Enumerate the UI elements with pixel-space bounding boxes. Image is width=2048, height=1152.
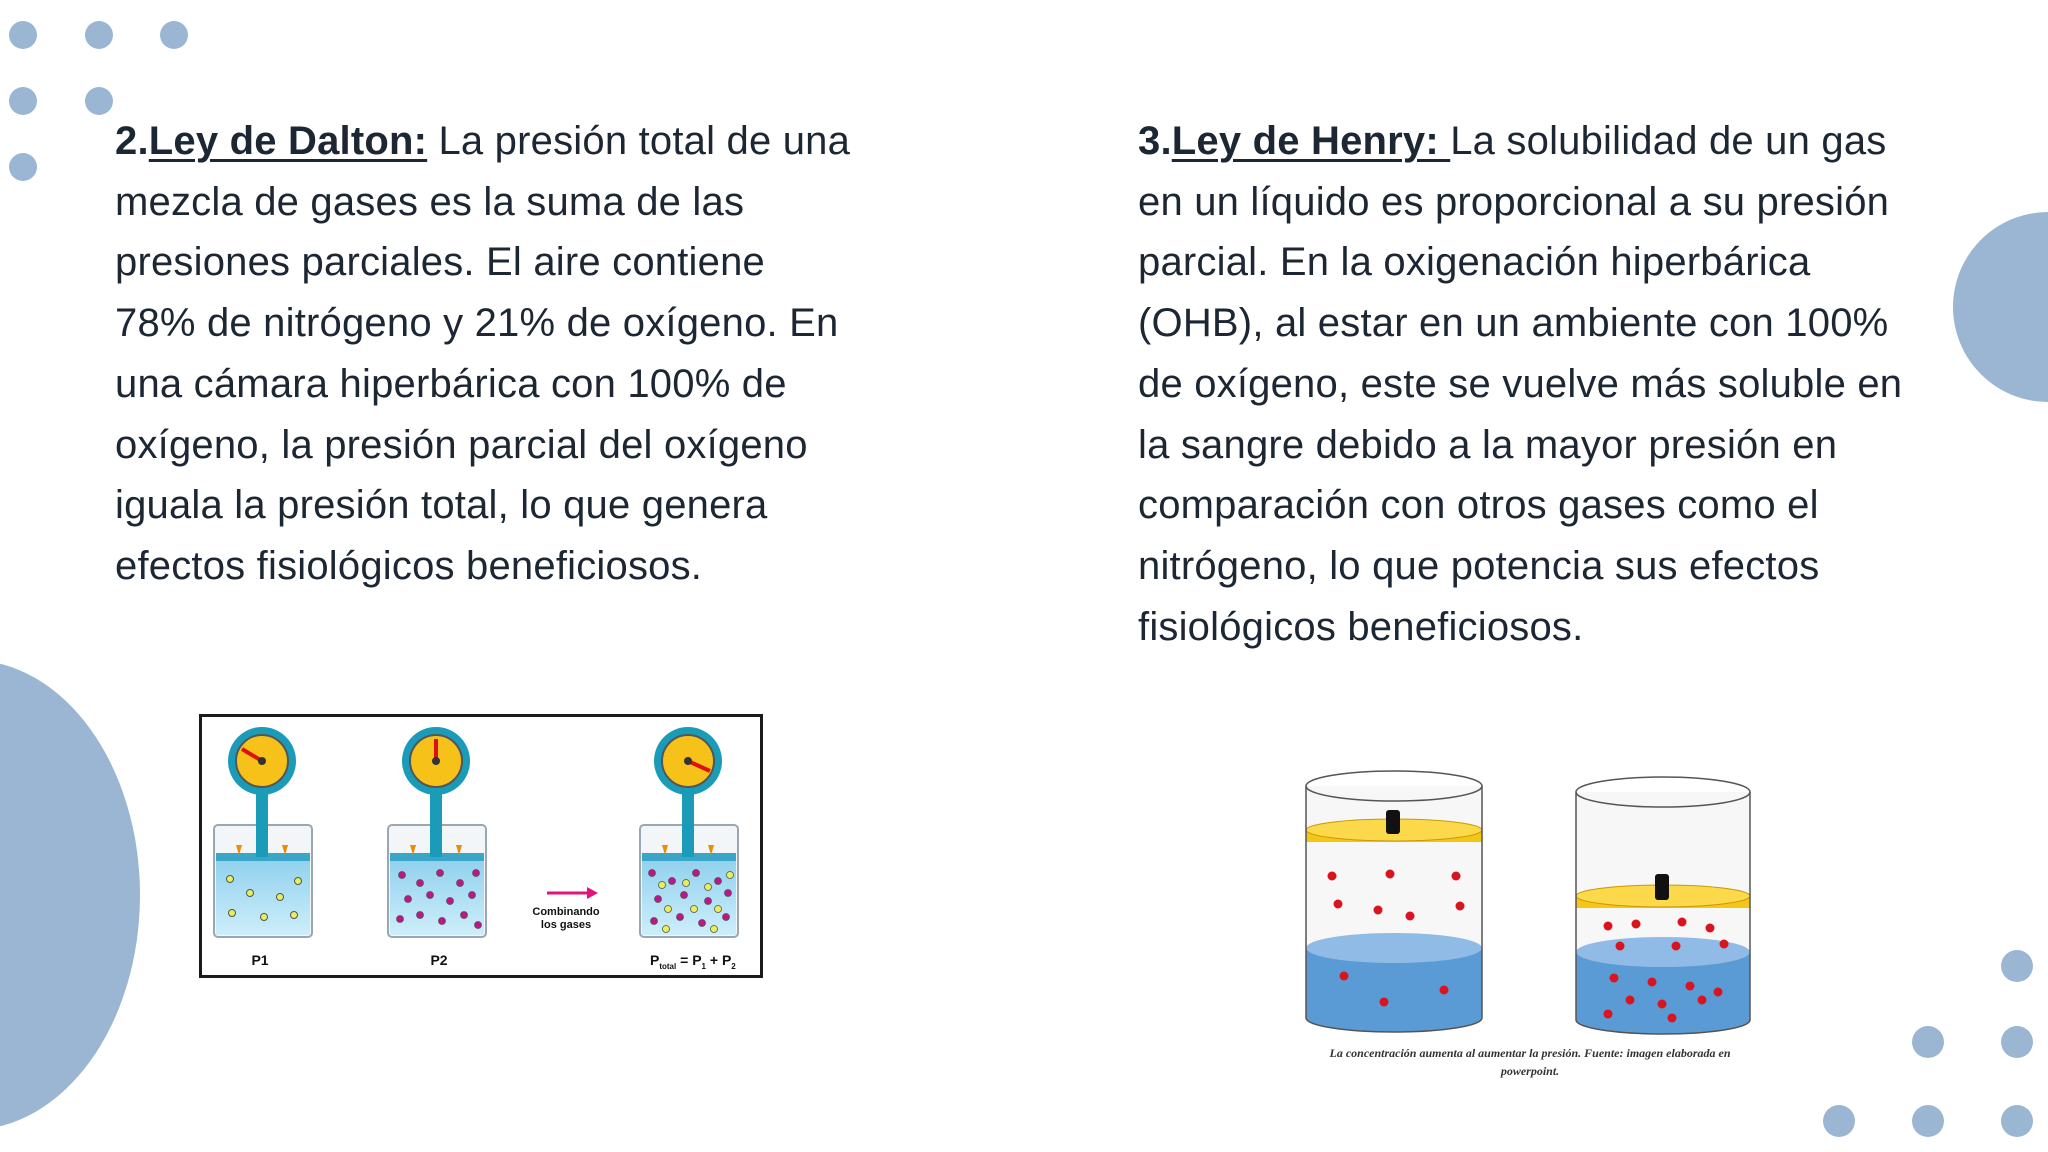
decor-circle-left (0, 660, 140, 1130)
henry-title: Ley de Henry: (1171, 119, 1451, 163)
decor-dot (85, 21, 113, 49)
caption-line-1: La concentración aumenta al aumentar la presión. Fuente: imagen elaborada en (1329, 1046, 1731, 1060)
decor-dot (1912, 1105, 1944, 1137)
beaker-total (640, 727, 738, 937)
caption-line-2: powerpoint. (1500, 1064, 1560, 1078)
dalton-body: La presión total de una mezcla de gases es la suma de las presiones parciales. El aire contiene 78% de nitrógeno y 21% de oxígeno. En una cámara hiperbárica con 100% de oxígeno, la presión parcial del oxígeno iguala la presión total, lo que genera efectos fisiológicos beneficiosos. (115, 119, 851, 588)
combine-arrow-icon (547, 887, 598, 899)
dalton-title: Ley de Dalton: (148, 119, 428, 163)
henry-body: La solubilidad de un gas en un líquido es proporcional a su presión parcial. En la oxigenación hiperbárica (OHB), al estar en un ambiente con 100% de oxígeno, este se vuelve más soluble en la sangre debido a la mayor presión en comparación con otros gases como el nitrógeno, lo que potencia sus efectos fisiológicos beneficiosos. (1138, 119, 1903, 649)
cylinder-high-pressure (1576, 777, 1750, 1034)
dalton-illustration (199, 714, 763, 978)
label-p1: P1 (251, 952, 269, 968)
decor-dot (1912, 1026, 1944, 1058)
henry-illustration (1290, 760, 1770, 1090)
decor-dot (2001, 950, 2033, 982)
decor-dot (2001, 1026, 2033, 1058)
decor-dot (160, 21, 188, 49)
arrow-label-line1: Combinando (532, 906, 600, 918)
cylinder-low-pressure (1306, 771, 1482, 1032)
dalton-diagram (202, 717, 760, 975)
arrow-label-line2: los gases (540, 919, 592, 931)
decor-dot (9, 153, 37, 181)
beaker-p1 (214, 727, 312, 937)
henry-figure-caption (1300, 1044, 1760, 1080)
decor-dot (2001, 1105, 2033, 1137)
decor-dot (85, 87, 113, 115)
decor-dot (1823, 1105, 1855, 1137)
henry-paragraph (1138, 111, 1938, 657)
dalton-paragraph (115, 111, 855, 597)
beaker-p2 (388, 727, 486, 937)
decor-dot (9, 87, 37, 115)
label-total: $P_{total} = P_1 + P_2$ (650, 952, 736, 971)
decor-circle-right (1953, 212, 2048, 402)
henry-diagram (1290, 760, 1770, 1040)
decor-dot (9, 21, 37, 49)
henry-number: 3. (1138, 119, 1172, 163)
dalton-number: 2. (115, 119, 149, 163)
label-p2: P2 (430, 952, 448, 968)
